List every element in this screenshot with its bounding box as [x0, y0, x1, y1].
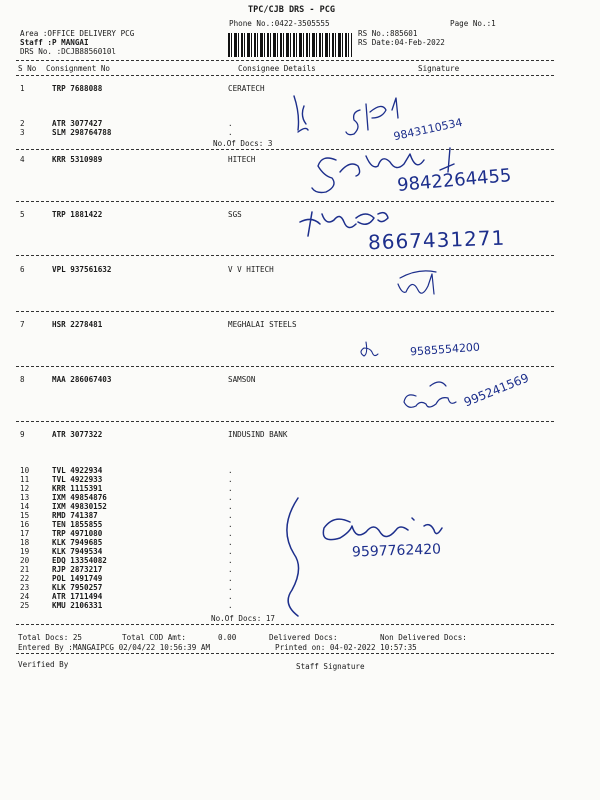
row-sno: 13	[20, 493, 30, 502]
col-signature: Signature	[418, 64, 460, 73]
row-sno: 25	[20, 601, 30, 610]
row-consignee: .	[228, 493, 233, 502]
row-consignment: HSR 2278481	[52, 320, 103, 329]
row-consignment: RJP 2873217	[52, 565, 103, 574]
handwritten-phone: 8667431271	[367, 225, 506, 255]
signature-scribble	[294, 96, 308, 132]
row-consignee: SGS	[228, 210, 242, 219]
row-consignment: KRR 1115391	[52, 484, 103, 493]
row-consignment: POL 1491749	[52, 574, 103, 583]
row-sno: 24	[20, 592, 30, 601]
row-consignee: .	[228, 547, 233, 556]
row-consignment: TRP 4971080	[52, 529, 103, 538]
total-cod-label: Total COD Amt:	[122, 633, 187, 642]
row-consignment: TRP 1881422	[52, 210, 103, 219]
row-sno: 11	[20, 475, 30, 484]
non-delivered-docs: Non Delivered Docs:	[380, 633, 467, 642]
handwritten-phone: 9585554200	[409, 340, 481, 359]
row-consignee: .	[228, 529, 233, 538]
row-consignment: RMD 741387	[52, 511, 98, 520]
row-sno: 7	[20, 320, 25, 329]
row-consignee: MEGHALAI STEELS	[228, 320, 297, 329]
row-consignee: .	[228, 565, 233, 574]
row-consignment: EDQ 13354082	[52, 556, 107, 565]
row-consignee: .	[228, 119, 233, 128]
row-sno: 21	[20, 565, 30, 574]
handwritten-phone: 995241569	[461, 370, 531, 410]
row-sno: 15	[20, 511, 30, 520]
row-consignee: HITECH	[228, 155, 256, 164]
total-docs: Total Docs: 25	[18, 633, 83, 642]
row-sno: 19	[20, 547, 30, 556]
col-sno: S No	[18, 64, 37, 73]
row-sno: 2	[20, 119, 25, 128]
row-sno: 4	[20, 155, 25, 164]
row-consignee: .	[228, 520, 233, 529]
entered-by: Entered By :MANGAIPCG 02/04/22 10:56:39 AM	[18, 643, 211, 652]
rs-number: RS No.:885601	[358, 29, 418, 38]
row-consignee: .	[228, 556, 233, 565]
phone-number: Phone No.:0422-3505555	[229, 19, 330, 28]
row-sno: 16	[20, 520, 30, 529]
row-consignment: IXM 49854876	[52, 493, 107, 502]
row-consignee: .	[228, 574, 233, 583]
row-consignment: IXM 49830152	[52, 502, 107, 511]
row-consignee: .	[228, 583, 233, 592]
col-consignee: Consignee Details	[238, 64, 316, 73]
row-consignment: KLK 7949534	[52, 547, 103, 556]
delivered-docs: Delivered Docs:	[269, 633, 338, 642]
row-consignee: INDUSIND BANK	[228, 430, 288, 439]
row-consignee: CERATECH	[228, 84, 265, 93]
area-label: Area :OFFICE DELIVERY PCG	[20, 29, 135, 38]
row-consignment: SLM 298764788	[52, 128, 112, 137]
drs-number: DRS No. :DCJB8856010l	[20, 47, 117, 56]
handwritten-phone: 9843110534	[392, 115, 464, 144]
row-consignee: .	[228, 466, 233, 475]
docs-count-note: No.Of Docs: 3	[213, 139, 273, 148]
row-consignment: MAA 286067403	[52, 375, 112, 384]
row-consignee: .	[228, 592, 233, 601]
row-sno: 10	[20, 466, 30, 475]
row-consignee: .	[228, 538, 233, 547]
row-consignee: .	[228, 484, 233, 493]
row-consignee: SAMSON	[228, 375, 256, 384]
row-consignment: KRR 5310989	[52, 155, 103, 164]
row-sno: 3	[20, 128, 25, 137]
row-sno: 22	[20, 574, 30, 583]
row-consignee: V V HITECH	[228, 265, 274, 274]
signature-scribble	[361, 342, 378, 356]
row-sno: 18	[20, 538, 30, 547]
col-consignment: Consignment No	[46, 64, 111, 73]
row-sno: 14	[20, 502, 30, 511]
rs-date: RS Date:04-Feb-2022	[358, 38, 445, 47]
row-consignee: .	[228, 511, 233, 520]
row-consignment: ATR 3077322	[52, 430, 103, 439]
staff-label: Staff :P MANGAI	[20, 38, 89, 47]
docs-count-note: No.Of Docs: 17	[211, 614, 276, 623]
row-sno: 1	[20, 84, 25, 93]
row-consignment: TRP 7688088	[52, 84, 103, 93]
row-consignment: TVL 4922934	[52, 466, 103, 475]
row-consignment: VPL 937561632	[52, 265, 112, 274]
staff-signature-label: Staff Signature	[296, 662, 365, 671]
row-consignment: KLK 7949685	[52, 538, 103, 547]
handwritten-phone: 9597762420	[351, 541, 442, 561]
row-sno: 23	[20, 583, 30, 592]
row-sno: 8	[20, 375, 25, 384]
page-number: Page No.:1	[450, 19, 496, 28]
row-sno: 9	[20, 430, 25, 439]
row-consignee: .	[228, 601, 233, 610]
row-consignment: KLK 7950257	[52, 583, 103, 592]
verified-by: Verified By	[18, 660, 69, 669]
row-sno: 12	[20, 484, 30, 493]
row-sno: 17	[20, 529, 30, 538]
row-sno: 20	[20, 556, 30, 565]
row-consignee: .	[228, 502, 233, 511]
document-title: TPC/CJB DRS - PCG	[248, 5, 335, 15]
row-consignment: KMU 2106331	[52, 601, 103, 610]
signature-scribble	[404, 382, 456, 407]
row-consignee: .	[228, 475, 233, 484]
total-cod-value: 0.00	[218, 633, 237, 642]
printed-on: Printed on: 04-02-2022 10:57:35	[275, 643, 417, 652]
row-consignee: .	[228, 128, 233, 137]
signature-scribble	[398, 271, 436, 294]
handwritten-phone: 9842264455	[396, 165, 513, 196]
row-sno: 5	[20, 210, 25, 219]
row-sno: 6	[20, 265, 25, 274]
signature-scribble	[346, 98, 398, 135]
row-consignment: TEN 1855855	[52, 520, 103, 529]
row-consignment: ATR 1711494	[52, 592, 103, 601]
row-consignment: ATR 3077427	[52, 119, 103, 128]
row-consignment: TVL 4922933	[52, 475, 103, 484]
